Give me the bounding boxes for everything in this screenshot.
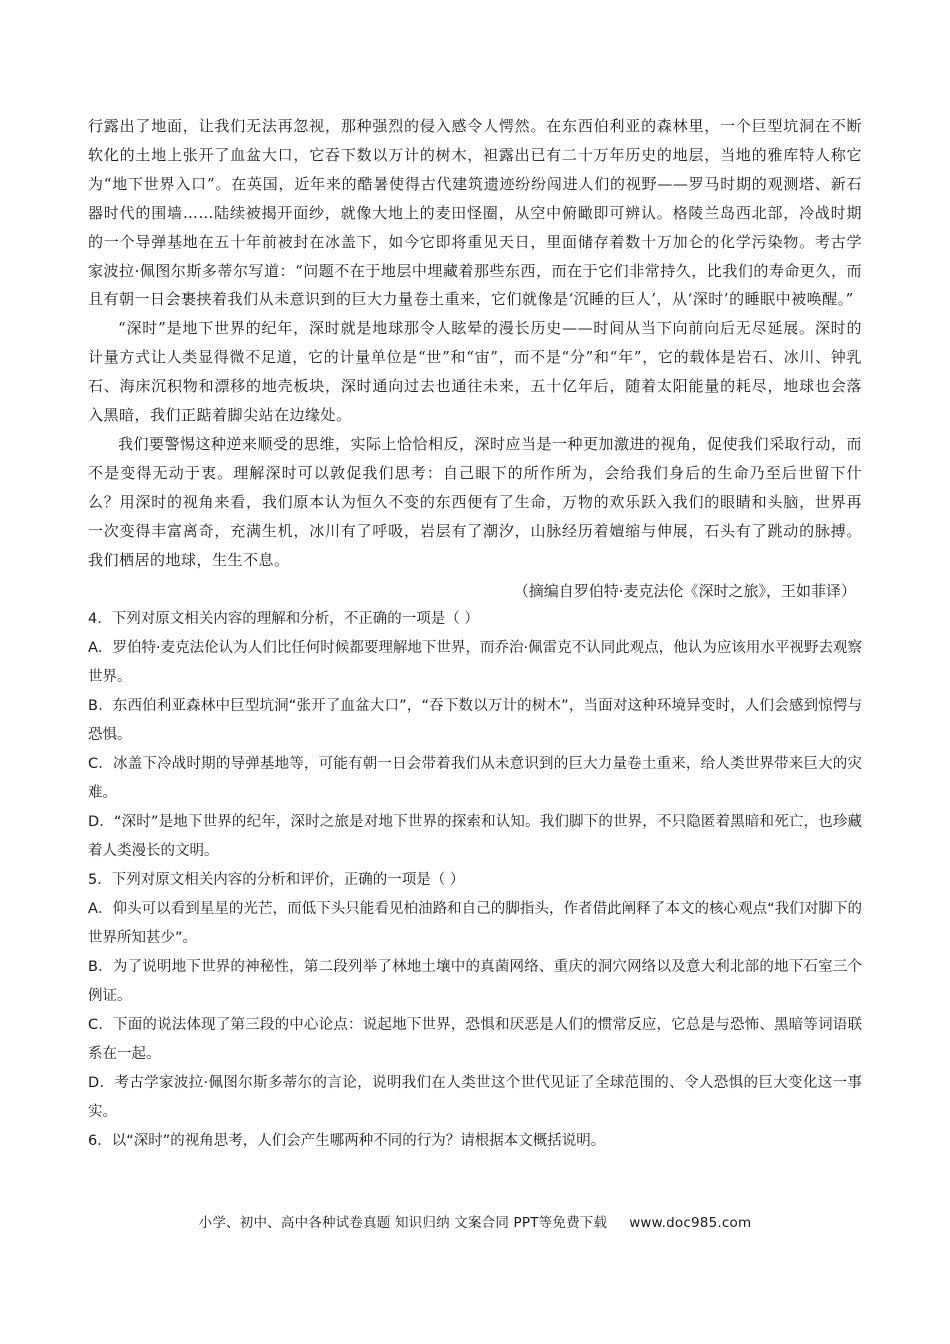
reading-passage — [88, 112, 862, 605]
document-body — [88, 112, 862, 1156]
passage-paragraph-2: “深时”是地下世界的纪年，深时就是地球那令人眩晕的漫长历史——时间从当下向前向后无尽延展。深时的计量方式让人类显得微不足道，它的计量单位是“世”和“宙”，而不是“分”和“年”，它的载体是岩石、冰川、钟乳石、海床沉积物和漂移的地壳板块，深时通向过去也通往未来，五十亿年后，随着太阳能量的耗尽，地球也会落入黑暗，我们正踮着脚尖站在边缘处。 — [88, 319, 862, 425]
footer-url[interactable]: www.doc985.com — [629, 1215, 752, 1231]
passage-paragraph-3: 我们要警惕这种逆来顺受的思维，实际上恰恰相反，深时应当是一种更加激进的视角，促使我们采取行动，而不是变得无动于衷。理解深时可以敦促我们思考：自己眼下的所作所为，会给我们身后的生命乃至后世留下什么？用深时的视角来看，我们原本认为恒久不变的东西便有了生命，万物的欢乐跃入我们的眼睛和头脑，世界再一次变得丰富离奇，充满生机，冰川有了呼吸，岩层有了潮汐，山脉经历着嬗缩与伸展，石头有了跳动的脉搏。我们栖居的地球，生生不息。 — [88, 434, 863, 569]
passage-paragraph-1: 行露出了地面，让我们无法再忽视，那种强烈的侵入感令人愕然。在东西伯利亚的森林里，一个巨型坑洞在不断软化的土地上张开了血盆大口，它吞下数以万计的树木，袒露出已有二十万年历史的地层，当地的雅库特人称它为“地下世界入口”。在英国，近年来的酷暑使得古代建筑遗迹纷纷闯进人们的视野——罗马时期的观测塔、新石器时代的围墙……陆续被揭开面纱，就像大地上的麦田怪圈，从空中俯瞰即可辨认。格陵兰岛西北部，冷战时期的一个导弹基地在五十年前被封在冰盖下，如今它即将重见天日，里面储存着数十万加仑的化学污染物。考古学家波拉·佩图尔斯多蒂尔写道：“问题不在于地层中埋藏着那些东西，而在于它们非常持久，比我们的寿命更久，而且有朝一日会裹挟着我们从未意识到的巨大力量卷土重来，它们就像是‘沉睡的巨人’，从‘深时’的睡眠中被唤醒。” — [88, 117, 862, 309]
question-option: D．“深时”是地下世界的纪年，深时之旅是对地下世界的探索和认知。我们脚下的世界，不只隐匿着黑暗和死亡，也珍藏着人类漫长的文明。 — [88, 813, 862, 859]
question-6 — [88, 1127, 862, 1156]
passage-citation: （摘编自罗伯特·麦克法伦《深时之旅》，王如菲译） — [513, 581, 856, 600]
question-list — [88, 605, 862, 1156]
question-stem: 4．下列对原文相关内容的理解和分析，不正确的一项是（ ） — [88, 610, 479, 627]
page-footer — [0, 1211, 950, 1231]
question-option: C．下面的说法体现了第三段的中心论点：说起地下世界，恐惧和厌恶是人们的惯常反应，它总是与恐怖、黑暗等词语联系在一起。 — [88, 1016, 862, 1062]
question-option: A．仰头可以看到星星的光芒，而低下头只能看见柏油路和自己的脚指头，作者借此阐释了本文的核心观点“我们对脚下的世界所知甚少”。 — [88, 900, 862, 946]
question-option: A．罗伯特·麦克法伦认为人们比任何时候都要理解地下世界，而乔治·佩雷克不认同此观点，他认为应该用水平视野去观察世界。 — [88, 639, 862, 685]
question-option: C．冰盖下冷战时期的导弹基地等，可能有朝一日会带着我们从未意识到的巨大力量卷土重来，给人类世界带来巨大的灾难。 — [88, 755, 862, 801]
question-stem: 5．下列对原文相关内容的分析和评价，正确的一项是（ ） — [88, 871, 465, 888]
question-option: B．东西伯利亚森林中巨型坑洞“张开了血盆大口”，“吞下数以万计的树木”，当面对这种环境异变时，人们会感到惊愕与恐惧。 — [88, 697, 862, 743]
question-stem: 6．以“深时”的视角思考，人们会产生哪两种不同的行为？请根据本文概括说明。 — [88, 1132, 606, 1149]
question-5 — [88, 866, 862, 1127]
footer-text: 小学、初中、高中各种试卷真题 知识归纳 文案合同 PPT等免费下载 — [198, 1215, 608, 1231]
question-option: B．为了说明地下世界的神秘性，第二段列举了林地土壤中的真菌网络、重庆的洞穴网络以及意大利北部的地下石室三个例证。 — [88, 958, 862, 1004]
question-option: D．考古学家波拉·佩图尔斯多蒂尔的言论，说明我们在人类世这个世代见证了全球范围的、令人恐惧的巨大变化这一事实。 — [88, 1074, 862, 1120]
question-4 — [88, 605, 862, 866]
